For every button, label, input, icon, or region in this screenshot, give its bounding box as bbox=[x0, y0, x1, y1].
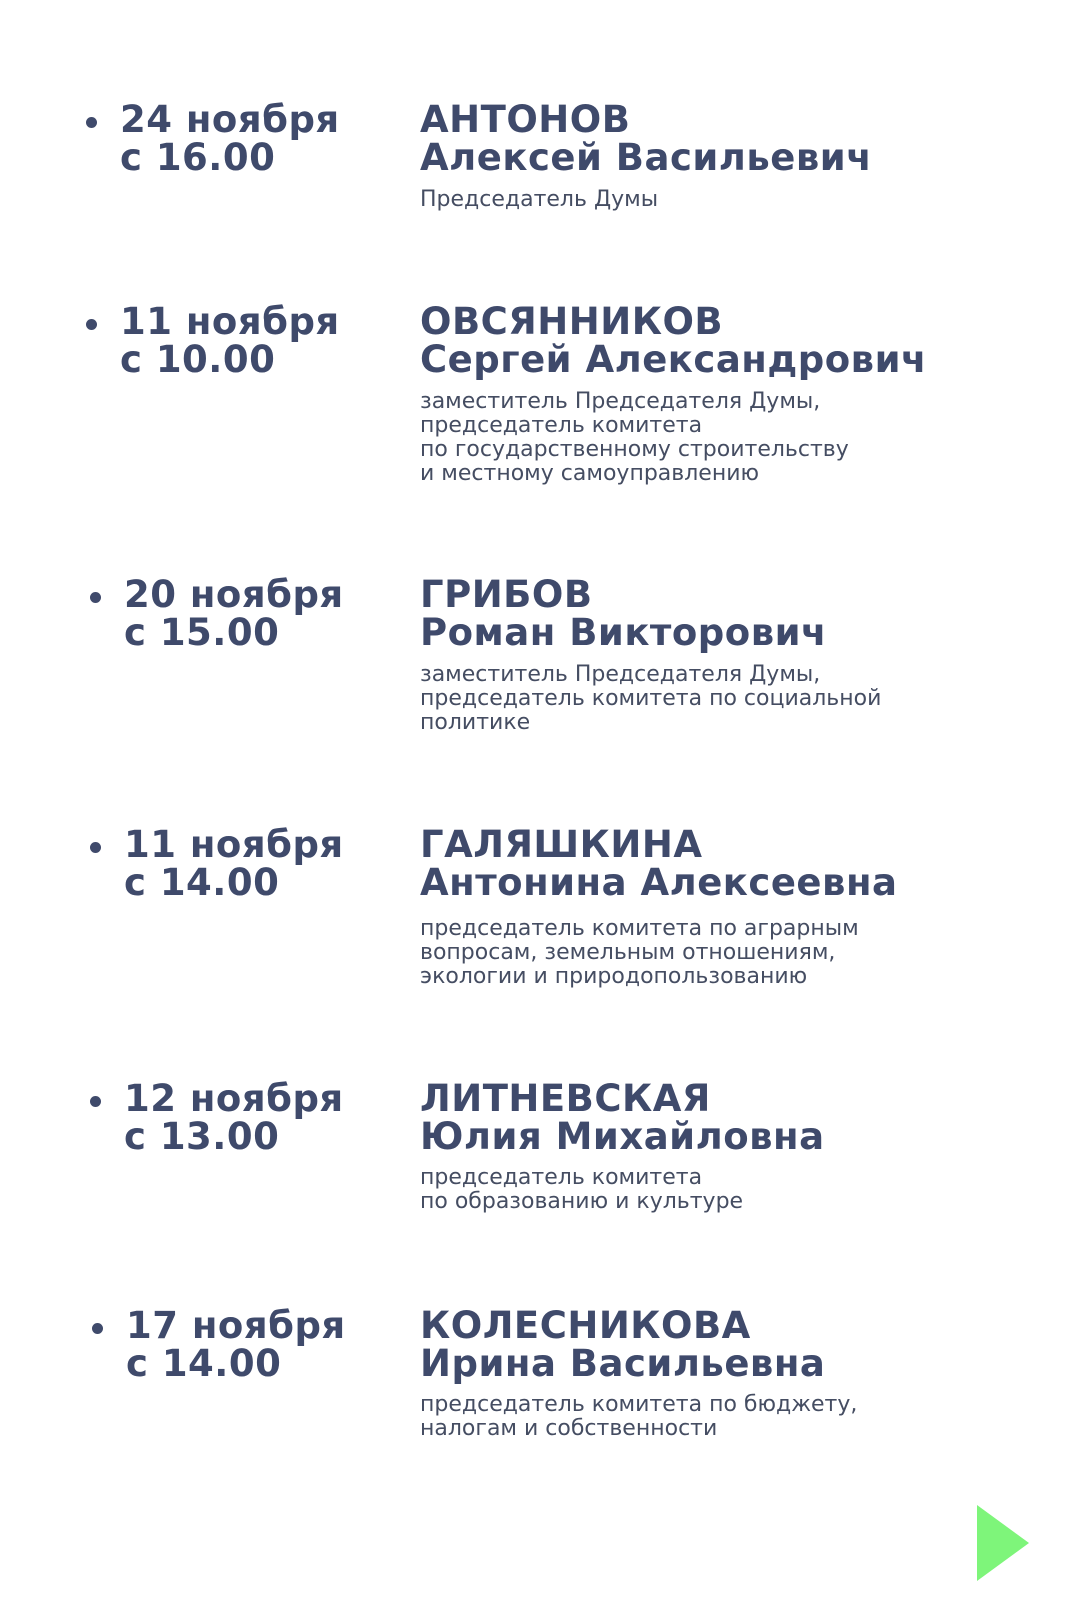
person-surname: ГРИБОВ bbox=[420, 573, 593, 616]
person-role bbox=[420, 390, 1020, 486]
date-day: 24 ноября bbox=[120, 98, 340, 141]
date-time: с 14.00 bbox=[126, 1342, 282, 1385]
role-line: политике bbox=[420, 710, 531, 735]
role-line: вопросам, земельным отношениям, bbox=[420, 940, 836, 965]
date-time: с 16.00 bbox=[120, 136, 276, 179]
person-surname: ОВСЯННИКОВ bbox=[420, 300, 724, 343]
play-arrow-icon[interactable] bbox=[977, 1505, 1029, 1581]
person-role bbox=[420, 663, 1020, 735]
role-line: председатель комитета по социальной bbox=[420, 686, 882, 711]
person-surname: АНТОНОВ bbox=[420, 98, 631, 141]
role-line: председатель комитета по аграрным bbox=[420, 916, 859, 941]
role-line: председатель комитета bbox=[420, 413, 703, 438]
person-surname: КОЛЕСНИКОВА bbox=[420, 1304, 751, 1347]
bullet-icon bbox=[92, 1323, 103, 1334]
bullet-icon bbox=[90, 842, 101, 853]
role-line: председатель комитета по бюджету, bbox=[420, 1392, 858, 1417]
person-role bbox=[420, 1393, 1020, 1441]
person-name: Антонина Алексеевна bbox=[420, 861, 898, 904]
date-day: 17 ноября bbox=[126, 1304, 346, 1347]
person-name: Алексей Васильевич bbox=[420, 136, 873, 179]
role-line: Председатель Думы bbox=[420, 187, 659, 212]
bullet-icon bbox=[90, 1096, 101, 1107]
person-surname: ГАЛЯШКИНА bbox=[420, 823, 703, 866]
person-name: Ирина Васильевна bbox=[420, 1342, 826, 1385]
date-time: с 15.00 bbox=[124, 611, 280, 654]
date-time: с 13.00 bbox=[124, 1115, 280, 1158]
role-line: по государственному строительству bbox=[420, 437, 849, 462]
date-day: 20 ноября bbox=[124, 573, 344, 616]
date-day: 11 ноября bbox=[120, 300, 340, 343]
bullet-icon bbox=[86, 117, 97, 128]
role-line: по образованию и культуре bbox=[420, 1189, 744, 1214]
person-role bbox=[420, 917, 1020, 989]
role-line: заместитель Председателя Думы, bbox=[420, 389, 821, 414]
date-time: с 14.00 bbox=[124, 861, 280, 904]
role-line: налогам и собственности bbox=[420, 1416, 718, 1441]
role-line: экологии и природопользованию bbox=[420, 964, 808, 989]
person-name: Роман Викторович bbox=[420, 611, 827, 654]
role-line: председатель комитета bbox=[420, 1165, 703, 1190]
role-line: заместитель Председателя Думы, bbox=[420, 662, 821, 687]
person-name: Сергей Александрович bbox=[420, 338, 927, 381]
person-name: Юлия Михайловна bbox=[420, 1115, 825, 1158]
bullet-icon bbox=[90, 592, 101, 603]
person-surname: ЛИТНЕВСКАЯ bbox=[420, 1077, 711, 1120]
date-time: с 10.00 bbox=[120, 338, 276, 381]
bullet-icon bbox=[86, 319, 97, 330]
date-day: 12 ноября bbox=[124, 1077, 344, 1120]
person-role bbox=[420, 1166, 1020, 1214]
date-day: 11 ноября bbox=[124, 823, 344, 866]
person-role bbox=[420, 188, 1020, 212]
role-line: и местному самоуправлению bbox=[420, 461, 760, 486]
